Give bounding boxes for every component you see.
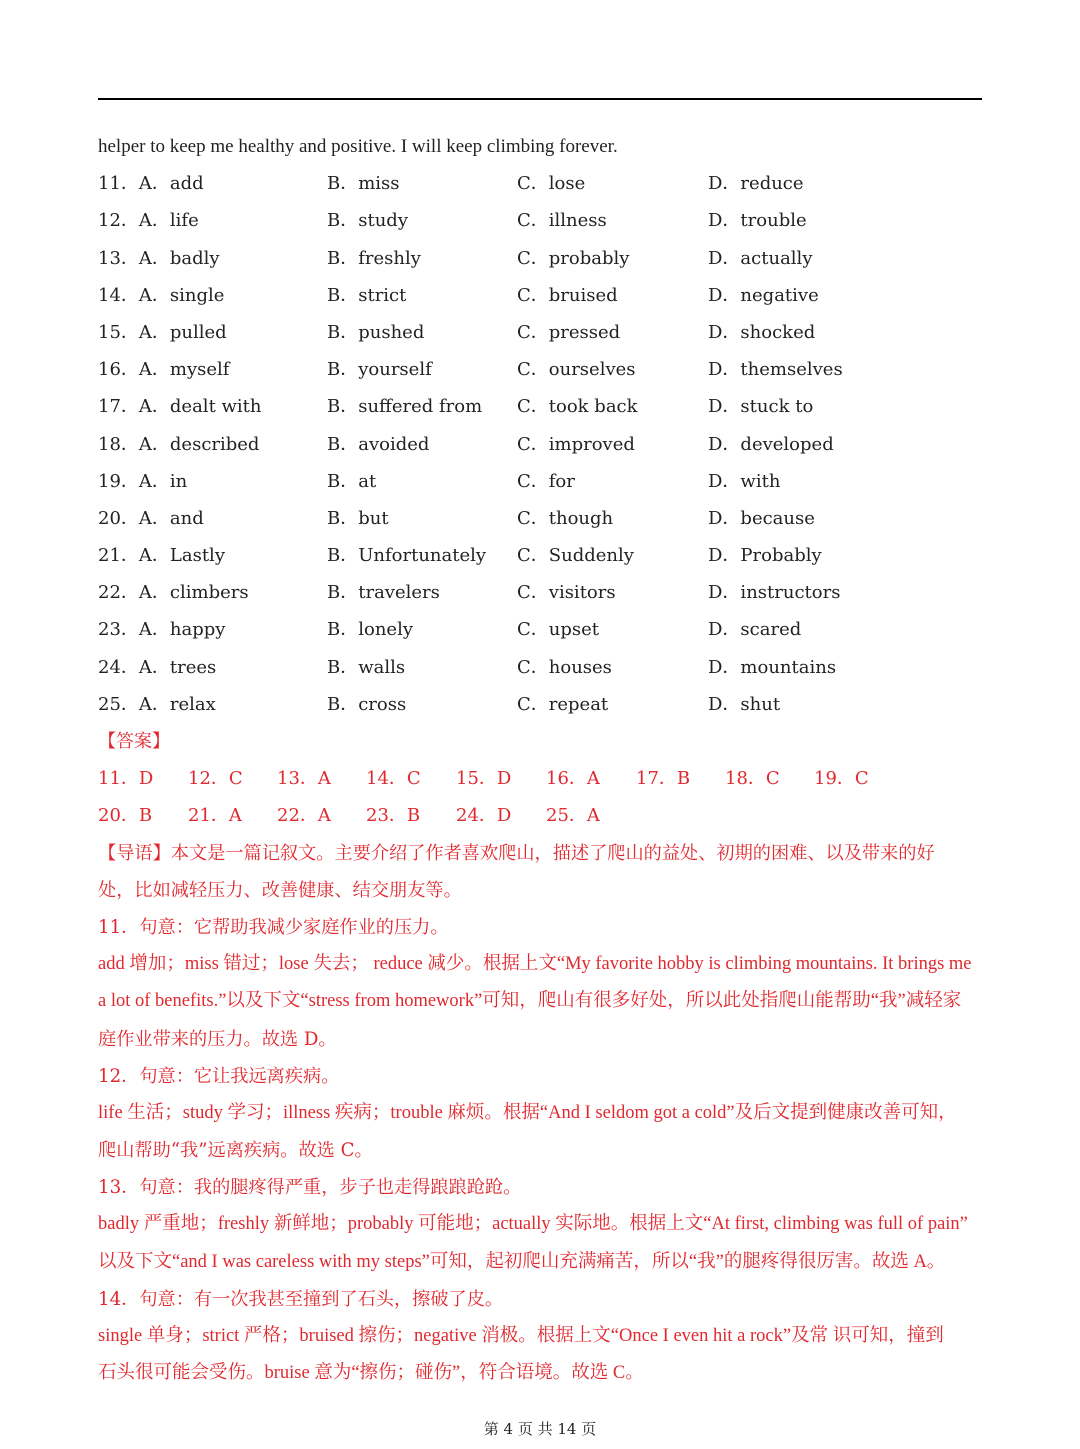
answer-item: 22．A xyxy=(277,805,331,827)
answer-key-row-1 xyxy=(98,760,982,797)
option-b: B．suffered from xyxy=(327,396,483,418)
option-b: B．Unfortunately xyxy=(327,545,487,567)
option-b: B．cross xyxy=(327,693,407,715)
option-d: D．instructors xyxy=(708,582,841,604)
answer-item: 15．D xyxy=(456,768,512,790)
question-row xyxy=(98,314,982,351)
answer-key-row-2 xyxy=(98,797,982,834)
option-c: C．visitors xyxy=(517,582,616,604)
question-row xyxy=(98,686,982,723)
explanation-line: 处，比如减轻压力、改善健康、结交朋友等。 xyxy=(98,879,462,901)
question-row xyxy=(98,611,982,648)
header-rule xyxy=(98,98,982,100)
answer-item: 18．C xyxy=(725,768,780,790)
option-b: B．walls xyxy=(327,656,406,678)
explanation-line: life 生活；study 学习；illness 疾病；trouble 麻烦。根据“And I seldom got a cold”及后文提到健康改善可知， xyxy=(98,1102,957,1123)
option-c: C．Suddenly xyxy=(517,545,634,567)
answer-item: 23．B xyxy=(366,805,421,827)
option-a: 21．A．Lastly xyxy=(98,545,225,567)
option-b: B．pushed xyxy=(327,321,425,343)
option-d: D．negative xyxy=(708,284,819,306)
option-b: B．travelers xyxy=(327,582,440,604)
page-number: 第 4 页 共 14 页 xyxy=(483,1420,597,1438)
explanation-line: 11．句意：它帮助我减少家庭作业的压力。 xyxy=(98,916,449,938)
explanation-line: 12．句意：它让我远离疾病。 xyxy=(98,1065,340,1087)
answer-item: 25．A xyxy=(546,805,600,827)
option-c: C．illness xyxy=(517,210,607,232)
explanation-line: add 增加；miss 错过；lose 失去； reduce 减少。根据上文“My favorite hobby is climbing mountains. It brings me xyxy=(98,954,972,975)
answer-item: 21．A xyxy=(188,805,242,827)
answer-item: 12．C xyxy=(188,768,243,790)
answer-item: 20．B xyxy=(98,805,153,827)
answer-item: 17．B xyxy=(636,768,691,790)
option-a: 17．A．dealt with xyxy=(98,396,262,418)
question-row xyxy=(98,500,982,537)
explanation-line: badly 严重地；freshly 新鲜地；probably 可能地；actually 实际地。根据上文“At first, climbing was full of pain” xyxy=(98,1214,968,1235)
option-b: B．at xyxy=(327,470,377,492)
explanation xyxy=(98,835,982,1393)
question-row xyxy=(98,240,982,277)
answer-item: 14．C xyxy=(366,768,421,790)
option-c: C．repeat xyxy=(517,693,609,715)
option-b: B．study xyxy=(327,210,408,232)
explanation-line: single 单身；strict 严格；bruised 擦伤；negative 消极。根据上文“Once I even hit a rock”及常 识可知，撞到 xyxy=(98,1326,944,1346)
option-a: 24．A．trees xyxy=(98,656,217,678)
option-c: C．though xyxy=(517,507,614,529)
question-row xyxy=(98,649,982,686)
question-row xyxy=(98,388,982,425)
option-d: D．developed xyxy=(708,433,834,455)
option-c: C．bruised xyxy=(517,284,618,306)
option-b: B．but xyxy=(327,507,389,529)
option-d: D．scared xyxy=(708,619,802,641)
question-row xyxy=(98,574,982,611)
option-a: 11．A．add xyxy=(98,173,204,195)
answer-heading: 【答案】 xyxy=(98,731,170,752)
option-d: D．because xyxy=(708,507,815,529)
option-c: C．upset xyxy=(517,619,600,641)
option-a: 12．A．life xyxy=(98,210,199,232)
option-c: C．lose xyxy=(517,173,586,195)
explanation-line: 爬山帮助“我”远离疾病。故选 C。 xyxy=(98,1140,373,1162)
question-row xyxy=(98,537,982,574)
answer-item: 24．D xyxy=(456,805,512,827)
question-row xyxy=(98,463,982,500)
explanation-line: 14．句意：有一次我甚至撞到了石头，擦破了皮。 xyxy=(98,1288,504,1310)
answer-item: 16．A xyxy=(546,768,600,790)
option-a: 22．A．climbers xyxy=(98,582,249,604)
option-a: 23．A．happy xyxy=(98,619,226,641)
question-row xyxy=(98,165,982,202)
explanation-line: 以及下文“and I was careless with my steps”可知，起初爬山充满痛苦，所以“我”的腿疼得很厉害。故选 A。 xyxy=(98,1251,946,1272)
question-row xyxy=(98,277,982,314)
option-c: C．for xyxy=(517,470,575,492)
option-b: B．miss xyxy=(327,173,400,195)
explanation-line: 【导语】本文是一篇记叙文。主要介绍了作者喜欢爬山，描述了爬山的益处、初期的困难、以及带来的好 xyxy=(98,842,935,864)
option-c: C．took back xyxy=(517,396,638,418)
explanation-line: a lot of benefits.”以及下文“stress from homework”可知，爬山有很多好处，所以此处指爬山能帮助“我”减轻家 xyxy=(98,991,962,1012)
question-row xyxy=(98,426,982,463)
option-d: D．actually xyxy=(708,247,813,269)
explanation-line: 石头很可能会受伤。bruise 意为“擦伤；碰伤”，符合语境。故选 C。 xyxy=(98,1363,644,1384)
option-a: 19．A．in xyxy=(98,470,188,492)
explanation-line: 13．句意：我的腿疼得严重，步子也走得踉踉跄跄。 xyxy=(98,1177,522,1199)
option-b: B．avoided xyxy=(327,433,430,455)
answer-item: 19．C xyxy=(814,768,869,790)
option-a: 18．A．described xyxy=(98,433,260,455)
option-d: D．reduce xyxy=(708,173,804,195)
option-c: C．probably xyxy=(517,247,630,269)
option-c: C．pressed xyxy=(517,321,621,343)
option-a: 15．A．pulled xyxy=(98,321,227,343)
question-row xyxy=(98,351,982,388)
option-d: D．mountains xyxy=(708,656,837,678)
option-b: B．freshly xyxy=(327,247,421,269)
question-list xyxy=(98,165,982,723)
intro-line: helper to keep me healthy and positive. I will keep climbing forever. xyxy=(98,136,618,157)
option-a: 14．A．single xyxy=(98,284,225,306)
page-content xyxy=(98,128,982,1392)
option-b: B．lonely xyxy=(327,619,413,641)
option-c: C．improved xyxy=(517,433,635,455)
option-b: B．strict xyxy=(327,284,407,306)
option-d: D．with xyxy=(708,470,781,492)
option-a: 16．A．myself xyxy=(98,359,230,381)
explanation-line: 庭作业带来的压力。故选 D。 xyxy=(98,1028,337,1050)
option-d: D．stuck to xyxy=(708,396,814,418)
option-a: 13．A．badly xyxy=(98,247,220,269)
answer-item: 11．D xyxy=(98,768,154,790)
option-d: D．shut xyxy=(708,693,781,715)
option-c: C．ourselves xyxy=(517,359,636,381)
option-a: 20．A．and xyxy=(98,507,204,529)
question-row xyxy=(98,202,982,239)
option-d: D．trouble xyxy=(708,210,807,232)
option-c: C．houses xyxy=(517,656,612,678)
option-a: 25．A．relax xyxy=(98,693,216,715)
option-b: B．yourself xyxy=(327,359,432,381)
option-d: D．shocked xyxy=(708,321,816,343)
option-d: D．Probably xyxy=(708,545,822,567)
option-d: D．themselves xyxy=(708,359,843,381)
answer-item: 13．A xyxy=(277,768,331,790)
